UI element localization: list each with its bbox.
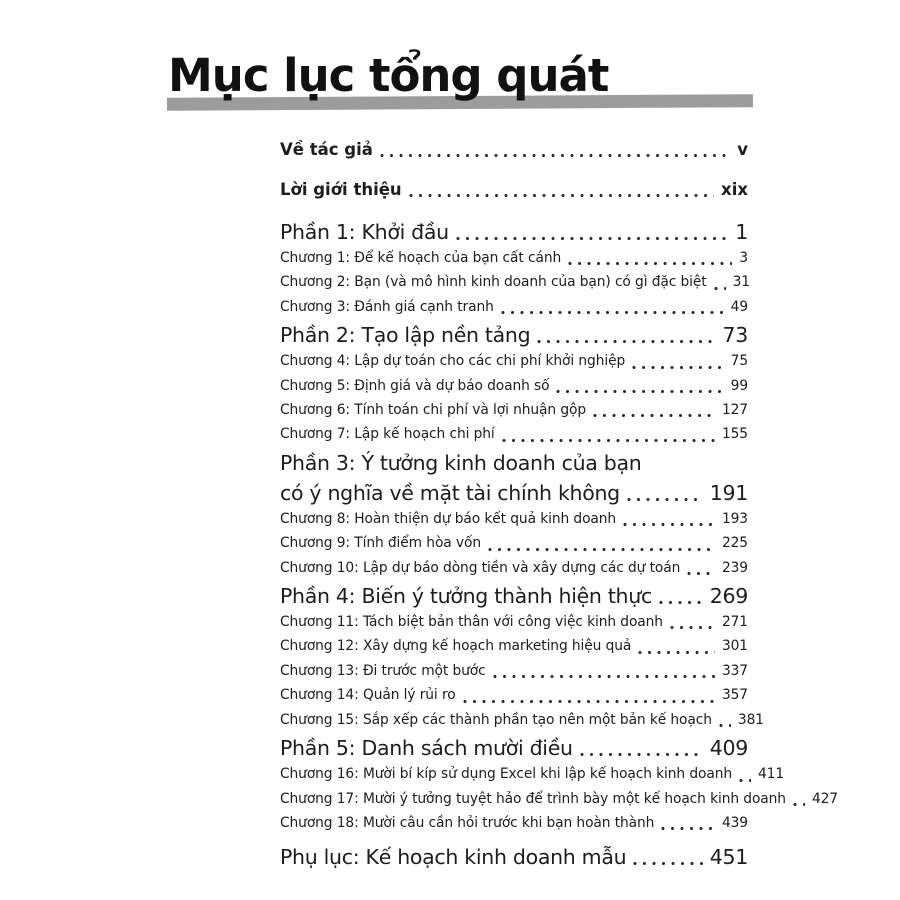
chapter-entry-page-number: 271 [721,614,748,631]
section-heading-label: Phần 4: Biến ý tưởng thành hiện thực [280,584,652,609]
dot-leader [568,261,732,266]
chapter-entry-label: Chương 10: Lập dự báo dòng tiền và xây dựng các dự toán [280,559,681,576]
dot-leader [627,497,703,502]
chapter-entry [280,374,748,398]
chapter-entry-page-number: 99 [730,377,748,394]
page-title: Mục lục tổng quát [168,49,609,102]
chapter-entry [280,659,748,683]
chapter-entry-label: Chương 1: Để kế hoạch của bạn cất cánh [280,250,562,266]
chapter-entry [280,787,838,811]
front-matter-entry-page-number: xix [721,180,748,199]
chapter-entry-label: Chương 4: Lập dự toán cho các chi phí khởi nghiệp [280,353,626,370]
chapter-entry-page-number: 127 [721,402,748,419]
chapter-entry [280,556,748,580]
section-heading [280,734,748,762]
chapter-entry-label: Chương 15: Sắp xếp các thành phần tạo nên một bản kế hoạch [280,711,712,728]
chapter-entry [280,270,748,294]
section-heading-page-number: 269 [709,584,748,609]
chapter-entry [280,422,748,446]
dot-leader [593,413,715,418]
chapter-entry [280,531,748,555]
section-heading-label: Phần 1: Khởi đầu [280,220,449,244]
chapter-entry [280,295,748,319]
chapter-entry-page-number: 193 [721,510,748,527]
chapter-entry-page-number: 439 [721,814,748,831]
section-heading-page-number: 191 [709,480,748,505]
chapter-entry [280,349,748,373]
dot-leader [633,861,702,866]
chapter-entry-page-number: 31 [732,274,750,291]
chapter-entry-label: Chương 16: Mười bí kíp sử dụng Excel khi lập kế hoạch kinh doanh [280,766,732,783]
front-matter-entry-label: Lời giới thiệu [280,180,402,199]
chapter-entry-label: Chương 5: Định giá và dự báo doanh số [280,377,550,394]
chapter-entry-label: Chương 7: Lập kế hoạch chi phí [280,426,495,443]
dot-leader [714,286,726,291]
dot-leader [501,310,724,315]
dot-leader [502,438,715,443]
chapter-entry-label: Chương 11: Tách biệt bản thân với công việc kinh doanh [280,614,663,631]
chapter-entry-label: Chương 9: Tính điểm hòa vốn [280,535,481,552]
section-heading-label: có ý nghĩa về mặt tài chính không [280,480,620,505]
chapter-entry-page-number: 381 [737,711,764,728]
chapter-entry-label: Chương 18: Mười câu cần hỏi trước khi bạn hoàn thành [280,814,655,831]
section-heading [280,218,748,246]
chapter-entry-page-number: 357 [721,687,748,704]
chapter-entry-page-number: 75 [730,353,748,370]
section-heading-label: Phần 2: Tạo lập nền tảng [280,323,531,348]
chapter-entry-page-number: 49 [730,298,748,315]
chapter-entry [280,398,748,422]
front-matter-entry-page-number: v [737,140,748,159]
chapter-entry-page-number: 337 [721,662,748,679]
dot-leader [670,625,715,630]
chapter-entry-label: Chương 2: Bạn (và mô hình kinh doanh của bạn) có gì đặc biệt [280,274,707,291]
chapter-entry [280,246,748,270]
section-heading-page-number: 1 [735,220,748,244]
dot-leader [380,153,730,158]
chapter-entry [280,683,748,707]
dot-leader [488,547,715,552]
dot-leader [409,193,714,198]
dot-leader [580,752,703,757]
dot-leader [638,650,715,655]
chapter-entry-page-number: 411 [757,766,785,783]
chapter-entry-page-number: 301 [721,638,748,655]
section-heading-label: Phần 5: Danh sách mười điều [280,736,573,761]
section-heading-page-number: 73 [722,323,748,348]
dot-leader [456,236,728,241]
dot-leader [719,723,731,728]
dot-leader [556,389,723,394]
front-matter-entry [280,138,748,162]
chapter-entry [280,762,785,786]
front-matter-entry [280,178,748,202]
chapter-entry-label: Chương 8: Hoàn thiện dự báo kết quả kinh doanh [280,510,617,527]
dot-leader [623,522,715,527]
dot-leader [739,778,751,783]
chapter-entry-label: Chương 14: Quản lý rủi ro [280,687,456,704]
dot-leader [793,802,805,807]
dot-leader [687,571,715,576]
chapter-entry-page-number: 3 [739,250,748,266]
chapter-entry-label: Chương 3: Đánh giá cạnh tranh [280,298,494,315]
section-heading [280,321,748,349]
chapter-entry [280,634,748,658]
appendix-entry-label: Phụ lục: Kế hoạch kinh doanh mẫu [280,845,627,870]
chapter-entry-page-number: 239 [721,559,748,576]
chapter-entry [280,708,764,732]
section-heading [280,479,748,507]
chapter-entry-label: Chương 17: Mười ý tưởng tuyệt hảo để trình bày một kế hoạch kinh doanh [280,790,786,807]
section-heading [280,449,748,477]
chapter-entry-label: Chương 13: Đi trước một bước [280,662,486,679]
chapter-entry-page-number: 427 [811,790,838,807]
dot-leader [537,339,715,344]
dot-leader [463,699,715,704]
section-heading-page-number: 409 [709,736,748,761]
chapter-entry-label: Chương 6: Tính toán chi phí và lợi nhuận gộp [280,402,586,419]
appendix-entry-page-number: 451 [709,845,748,870]
chapter-entry [280,811,748,835]
chapter-entry [280,610,748,634]
dot-leader [493,674,715,679]
chapter-entry [280,507,748,531]
dot-leader [659,600,703,605]
front-matter-entry-label: Về tác giả [280,140,373,159]
toc-list [280,138,838,871]
dot-leader [661,826,715,831]
section-heading-label: Phần 3: Ý tưởng kinh doanh của bạn [280,450,642,475]
section-heading [280,582,748,610]
dot-leader [632,365,724,370]
chapter-entry-label: Chương 12: Xây dựng kế hoạch marketing hiệu quả [280,638,632,655]
chapter-entry-page-number: 225 [721,535,748,552]
appendix-entry [280,843,748,871]
chapter-entry-page-number: 155 [721,426,748,443]
